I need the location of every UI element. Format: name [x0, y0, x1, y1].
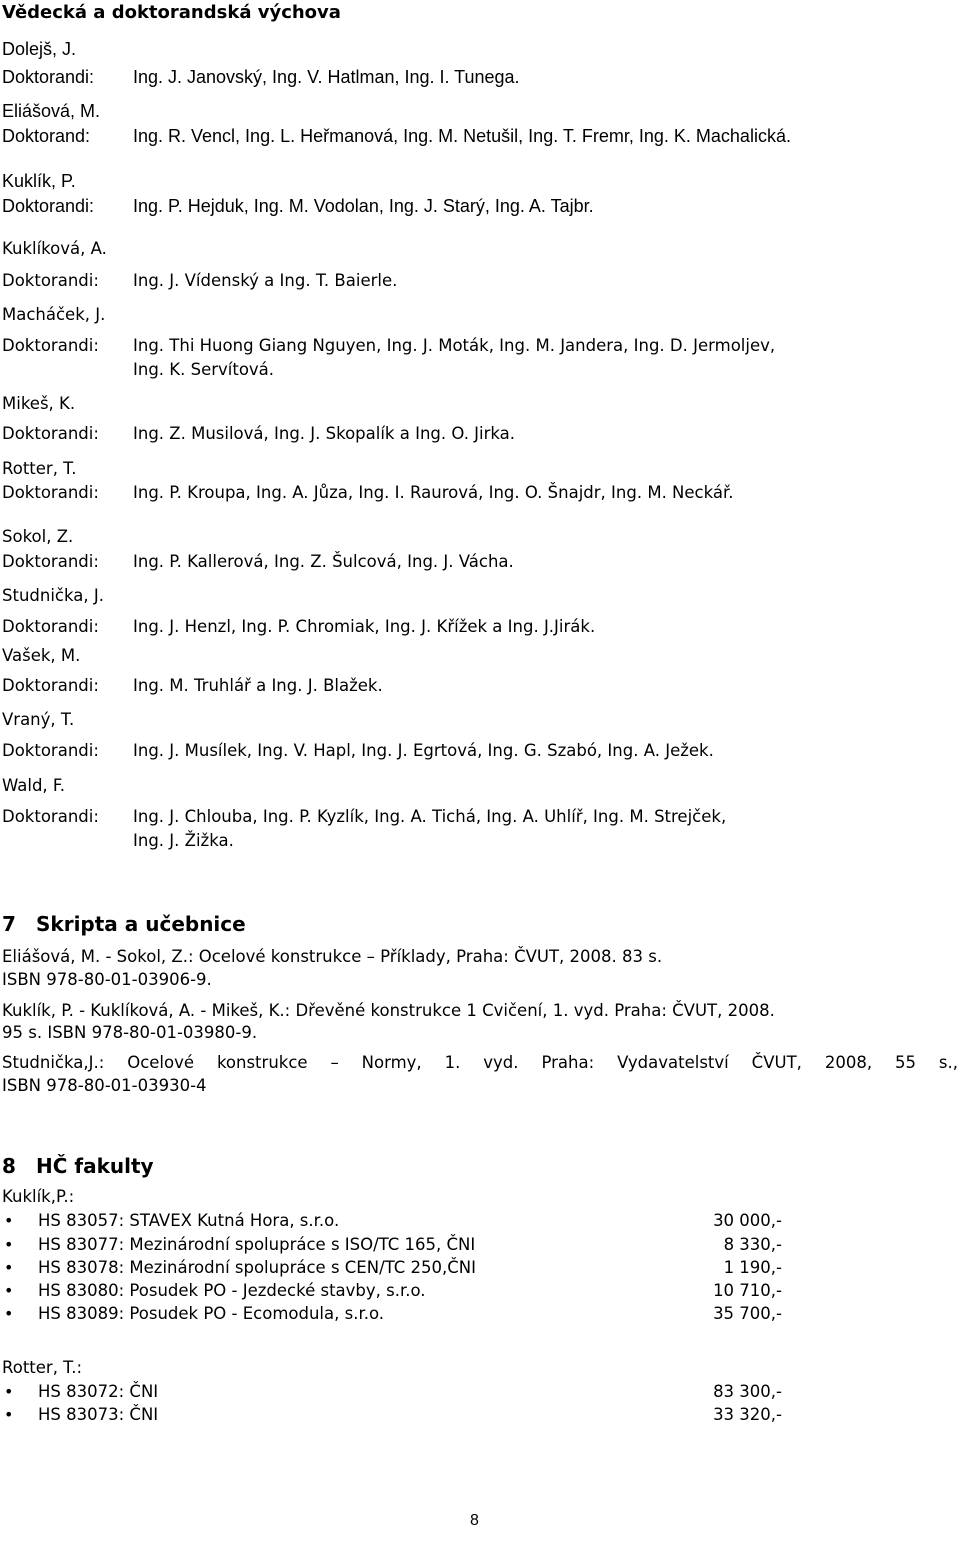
- student-list: Ing. J. Musílek, Ing. V. Hapl, Ing. J. Egrtová, Ing. G. Szabó, Ing. A. Ježek.: [133, 741, 714, 760]
- student-list: Ing. J. Chlouba, Ing. P. Kyzlík, Ing. A. Tichá, Ing. A. Uhlíř, Ing. M. Strejček,: [133, 807, 727, 826]
- textbook-entry-isbn: ISBN 978-80-01-03930-4: [2, 1076, 207, 1095]
- bullet-icon: •: [4, 1304, 14, 1323]
- supervisor-name: Eliášová, M.: [2, 101, 101, 121]
- group-name: Kuklík,P.:: [2, 1187, 75, 1206]
- student-list: Ing. M. Truhlář a Ing. J. Blažek.: [133, 676, 383, 695]
- student-list: Ing. J. Janovský, Ing. V. Hatlman, Ing. I. Tunega.: [133, 67, 520, 87]
- student-list: Ing. R. Vencl, Ing. L. Heřmanová, Ing. M. Netušil, Ing. T. Fremr, Ing. K. Machalická.: [133, 126, 791, 146]
- contract-item: HS 83057: STAVEX Kutná Hora, s.r.o.: [38, 1211, 340, 1230]
- student-list: Ing. P. Kallerová, Ing. Z. Šulcová, Ing. J. Vácha.: [133, 552, 514, 571]
- supervisor-name: Vašek, M.: [2, 646, 81, 665]
- textbook-entry-isbn: 95 s. ISBN 978-80-01-03980-9.: [2, 1023, 258, 1042]
- student-list: Ing. K. Servítová.: [133, 360, 275, 379]
- section-title: Vědecká a doktorandská výchova: [2, 2, 341, 23]
- textbook-entry: Kuklík, P. - Kuklíková, A. - Mikeš, K.: Dřevěné konstrukce 1 Cvičení, 1. vyd. Praha: ČVUT, 2008.: [2, 1001, 775, 1020]
- contract-amount: 8 330,-: [723, 1235, 782, 1254]
- supervisor-name: Kuklíková, A.: [2, 239, 107, 258]
- role-label: Doktorandi:: [2, 271, 99, 290]
- bullet-icon: •: [4, 1235, 14, 1254]
- student-list: Ing. P. Kroupa, Ing. A. Jůza, Ing. I. Raurová, Ing. O. Šnajdr, Ing. M. Neckář.: [133, 483, 734, 502]
- role-label: Doktorandi:: [2, 424, 99, 443]
- page-number: 8: [470, 1512, 479, 1529]
- bullet-icon: •: [4, 1281, 14, 1300]
- textbook-entry-isbn: ISBN 978-80-01-03906-9.: [2, 970, 212, 989]
- supervisor-name: Sokol, Z.: [2, 527, 74, 546]
- bullet-icon: •: [4, 1258, 14, 1277]
- contract-amount: 35 700,-: [713, 1304, 782, 1323]
- role-label: Doktorand:: [2, 126, 91, 146]
- role-label: Doktorandi:: [2, 483, 99, 502]
- supervisor-name: Studnička, J.: [2, 586, 104, 605]
- contract-item: HS 83073: ČNI: [38, 1405, 159, 1424]
- role-label: Doktorandi:: [2, 196, 95, 216]
- role-label: Doktorandi:: [2, 617, 99, 636]
- role-label: Doktorandi:: [2, 676, 99, 695]
- section-heading: Skripta a učebnice: [36, 912, 246, 936]
- contract-item: HS 83080: Posudek PO - Jezdecké stavby, s.r.o.: [38, 1281, 426, 1300]
- contract-item: HS 83078: Mezinárodní spolupráce s CEN/TC 250,ČNI: [38, 1258, 476, 1277]
- supervisor-name: Rotter, T.: [2, 459, 77, 478]
- supervisor-name: Wald, F.: [2, 776, 66, 795]
- supervisor-name: Kuklík, P.: [2, 171, 76, 191]
- contract-item: HS 83077: Mezinárodní spolupráce s ISO/TC 165, ČNI: [38, 1235, 476, 1254]
- student-list: Ing. Z. Musilová, Ing. J. Skopalík a Ing. O. Jirka.: [133, 424, 516, 443]
- role-label: Doktorandi:: [2, 67, 95, 87]
- role-label: Doktorandi:: [2, 741, 99, 760]
- supervisor-name: Vraný, T.: [2, 710, 75, 729]
- bullet-icon: •: [4, 1382, 14, 1401]
- supervisor-name: Mikeš, K.: [2, 394, 76, 413]
- group-name: Rotter, T.:: [2, 1358, 83, 1377]
- section-heading: HČ fakulty: [36, 1154, 154, 1178]
- contract-amount: 1 190,-: [723, 1258, 782, 1277]
- supervisor-name: Dolejš, J.: [2, 39, 77, 59]
- section-number: 8: [2, 1154, 16, 1178]
- student-list: Ing. Thi Huong Giang Nguyen, Ing. J. Moták, Ing. M. Jandera, Ing. D. Jermoljev,: [133, 336, 776, 355]
- bullet-icon: •: [4, 1405, 14, 1424]
- student-list: Ing. J. Žižka.: [133, 831, 234, 850]
- contract-amount: 30 000,-: [713, 1211, 782, 1230]
- contract-amount: 83 300,-: [713, 1382, 782, 1401]
- student-list: Ing. P. Hejduk, Ing. M. Vodolan, Ing. J. Starý, Ing. A. Tajbr.: [133, 196, 594, 216]
- bullet-icon: •: [4, 1211, 14, 1230]
- textbook-entry: Eliášová, M. - Sokol, Z.: Ocelové konstrukce – Příklady, Praha: ČVUT, 2008. 83 s.: [2, 947, 663, 966]
- contract-item: HS 83089: Posudek PO - Ecomodula, s.r.o.: [38, 1304, 385, 1323]
- section-number: 7: [2, 912, 16, 936]
- textbook-entry: Studnička,J.: Ocelové konstrukce – Normy, 1. vyd. Praha: Vydavatelství ČVUT, 2008, 55 s.,: [2, 1053, 958, 1072]
- role-label: Doktorandi:: [2, 336, 99, 355]
- supervisor-name: Macháček, J.: [2, 305, 106, 324]
- contract-amount: 10 710,-: [713, 1281, 782, 1300]
- contract-amount: 33 320,-: [713, 1405, 782, 1424]
- student-list: Ing. J. Vídenský a Ing. T. Baierle.: [133, 271, 398, 290]
- student-list: Ing. J. Henzl, Ing. P. Chromiak, Ing. J. Křížek a Ing. J.Jirák.: [133, 617, 596, 636]
- contract-item: HS 83072: ČNI: [38, 1382, 159, 1401]
- role-label: Doktorandi:: [2, 552, 99, 571]
- role-label: Doktorandi:: [2, 807, 99, 826]
